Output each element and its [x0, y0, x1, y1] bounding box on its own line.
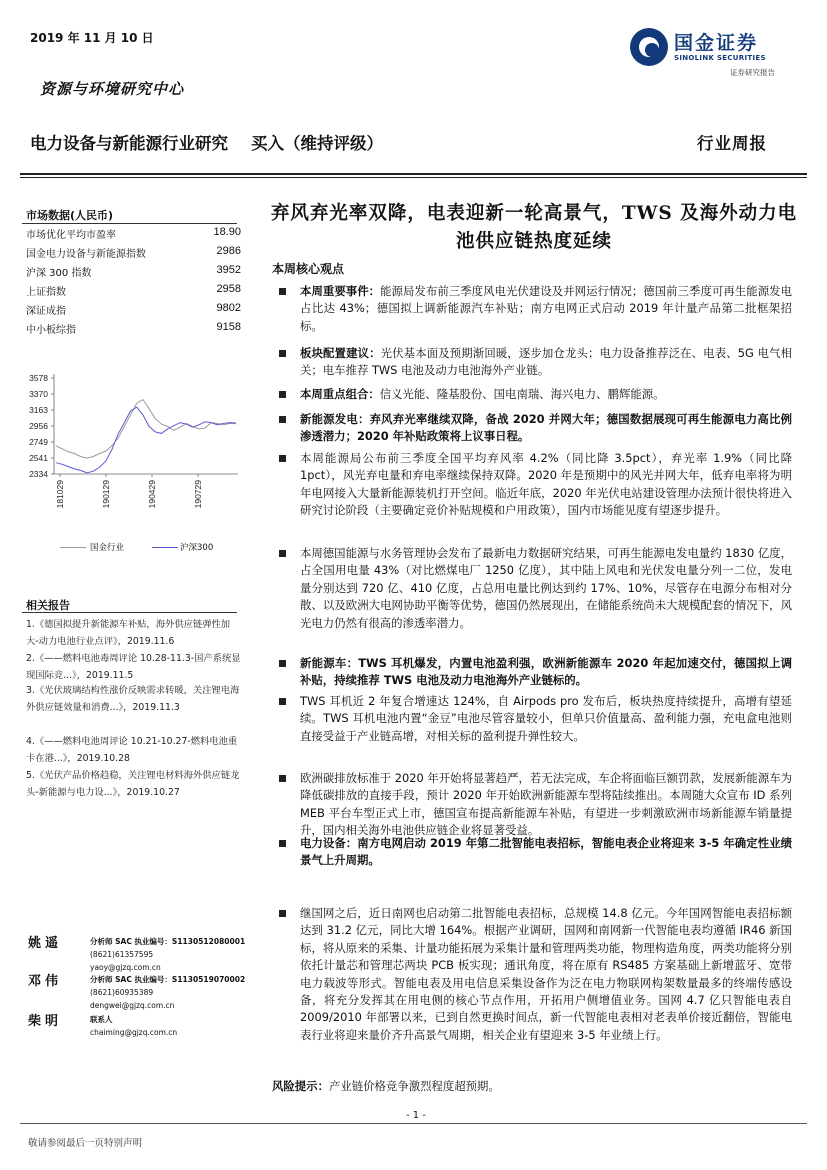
- analyst-role: 分析师 SAC 执业编号：S1130512080001: [90, 937, 246, 946]
- paragraph-text: 本周德国能源与水务管理协会发布了最新电力数据研究结果，可再生能源电发电量约 1830 亿度，占全国用电量 43%（对比燃煤电厂 1250 亿度），其中陆上风电和光伏发电量分列一二位，发电量分别达到 720 亿、410 亿度，占总用电量比例达到约 17%、10%，尽管存在电源分布相对分散、以及欧洲大电网协助平衡等优势，德国仍然展现出，在储能系统尚未大规模配套的情况下，风光电力仍然有很高的渗透率潜力。: [300, 546, 792, 630]
- bullet-icon: [279, 660, 286, 667]
- legend-swatch-industry: [60, 547, 86, 548]
- related-report-item[interactable]: 3.《光伏玻璃结构性涨价反映需求转暖，关注锂电海外供应链效量和消费...》，2019.11.3: [26, 685, 240, 713]
- paragraph-text: 南方电网启动 2019 年第二批智能电表招标，智能电表企业将迎来 3-5 年确定性业绩景气上升周期。: [300, 836, 792, 868]
- paragraph-text: 继国网之后，近日南网也启动第二批智能电表招标，总规模 14.8 亿元。今年国网智能电表招标额达到 31.2 亿元，同比大增 164%。根据产业调研，国网和南网新一代智能电表均遵循 IR46 新国标，将从原来的采集、计量功能拓展为采集计量和管理两类功能，物理构造角度，两类功能将分别依托计量芯和管理芯两块 PCB 板实现；通讯角度，将在原有 RS485 方案基础上新增蓝牙、宽带电力载波等形式。智能电表及用电信息采集设备作为泛在电力物联网构架数量最多的终端传感设备，将充分发挥其在用电侧的核心节点作用，开拓用户侧增值业务。国网 4.7 亿只智能电表自 2009/2010 年部署以来，已到自然更换时间点，新一代智能电表相对老表单价接近翻倍，智能电表行业将迎来量价齐升高景气周期，相关企业有望迎来 3-5 年业绩上行。: [300, 906, 792, 1042]
- market-row-label: 中小板综指: [26, 325, 76, 336]
- related-report-item[interactable]: 5.《光伏产品价格趋稳，关注锂电材料海外供应链龙头-新能源与电力设...》，2019.10.27: [26, 770, 240, 798]
- paragraph-lead: 新能源发电：: [300, 412, 370, 426]
- y-tick-label: 3370: [29, 389, 48, 399]
- core-paragraph: [300, 386, 792, 403]
- analyst-name: 姚遥: [28, 936, 63, 951]
- y-tick-label: 2749: [29, 437, 48, 447]
- market-row: [26, 264, 241, 281]
- report-title: 电力设备与新能源行业研究 买入（维持评级）: [30, 134, 383, 153]
- paragraph-text: 弃风弃光率继续双降，备战 2020 并网大年；德国数据展现可再生能源电力高比例渗透潜力；2020 年补贴政策将上议事日程。: [300, 412, 792, 444]
- bullet-icon: [279, 550, 286, 557]
- analyst-name: 柴明: [28, 1014, 63, 1029]
- header-divider: [20, 173, 807, 175]
- bullet-icon: [279, 910, 286, 917]
- bullet-icon: [279, 775, 286, 782]
- bullet-icon: [279, 698, 286, 705]
- paragraph-text: 欧洲碳排放标准于 2020 年开始将显著趋严，若无法完成，车企将面临巨额罚款，发展新能源车为降低碳排放的直接手段，预计 2020 年开始欧洲新能源车型将陆续推出。本周随大众宣布 ID 系列 MEB 平台车型正式上市，德国宣布提高新能源车补贴，有望进一步刺激欧洲市场新能源车销量提升，国内相关海外电池供应链企业将显著受益。: [300, 771, 792, 838]
- analyst-contact: [90, 1013, 177, 1039]
- x-tick-label: 190129: [101, 480, 111, 509]
- x-tick-label: 190729: [193, 480, 203, 509]
- y-tick-label: 3578: [29, 373, 48, 383]
- y-tick-label: 2334: [29, 469, 48, 479]
- legend-label-industry: 国金行业: [90, 543, 125, 553]
- core-view-title: 本周核心观点: [272, 262, 345, 276]
- series-line-0: [56, 400, 236, 459]
- core-paragraph: [300, 345, 792, 380]
- market-row-value: 9802: [216, 302, 241, 314]
- core-paragraph: [300, 770, 792, 840]
- market-row-label: 国金电力设备与新能源指数: [26, 249, 146, 260]
- y-tick-label: 2956: [29, 421, 48, 431]
- paragraph-text: 能源局发布前三季度风电光伏建设及并网运行情况；德国前三季度可再生能源发电占比达 43%；德国拟上调新能源汽车补贴；南方电网正式启动 2019 年计量产品第二批框架招标。: [300, 284, 792, 333]
- x-tick-label: 190429: [147, 480, 157, 509]
- analyst-email[interactable]: chaiming@gjzq.com.cn: [90, 1028, 178, 1037]
- market-row-value: 2958: [216, 283, 241, 295]
- analyst-role: 分析师 SAC 执业编号：S1130519070002: [90, 975, 246, 984]
- core-paragraph: [300, 905, 792, 1044]
- market-row: [26, 245, 241, 262]
- paragraph-text: TWS 耳机近 2 年复合增速达 124%，自 Airpods pro 发布后，板块热度持续提升，高增有望延续。TWS 耳机电池内置“金豆”电池尽管容量较小，但单只价值量高、盈利能力强，充电盒电池则直接受益于产业链高增，对相关标的盈利提升弹性较大。: [300, 694, 792, 743]
- paragraph-lead: 新能源车：: [300, 656, 359, 670]
- analyst-phone: (8621)60935389: [90, 988, 154, 997]
- bullet-icon: [279, 416, 286, 423]
- paragraph-lead: 板块配置建议：: [300, 346, 381, 360]
- logo-en-text: SINOLINK SECURITIES: [674, 54, 766, 62]
- bullet-icon: [279, 391, 286, 398]
- market-row-label: 沪深 300 指数: [26, 268, 92, 279]
- paragraph-lead: 电力设备：: [300, 836, 358, 850]
- paragraph-text: 本周能源局公布前三季度全国平均弃风率 4.2%（同比降 3.5pct），弃光率 1.9%（同比降 1pct），风光弃电量和弃电率继续保持双降。2020 年是预期中的风光并网大年，低弃电率将为明年电网接入大量新能源装机打开空间。临近年底，2020 年光伏电站建设管理办法预计很快将进入研究讨论阶段（主要确定竞价补贴规模和户用政策），国内市场能见度有望逐步提升。: [300, 451, 792, 518]
- header-divider-thin: [20, 177, 807, 178]
- bullet-icon: [279, 288, 286, 295]
- bullet-icon: [279, 840, 286, 847]
- bullet-icon: [279, 350, 286, 357]
- market-row-value: 9158: [216, 321, 241, 333]
- related-report-item[interactable]: 4.《——燃料电池周评论 10.21-10.27-燃料电池重卡在港...》，2019.10.28: [26, 736, 238, 764]
- x-tick-label: 181029: [55, 480, 65, 509]
- footer-note: 敬请参阅最后一页特别声明: [28, 1138, 143, 1149]
- market-row-label: 深证成指: [26, 306, 66, 317]
- paragraph-text: 信义光能、隆基股份、国电南瑞、海兴电力、鹏辉能源。: [379, 387, 665, 401]
- paragraph-lead: 本周重点组合：: [300, 387, 380, 401]
- related-reports-divider: [22, 612, 237, 613]
- logo-subtitle: 证券研究报告: [730, 68, 775, 77]
- company-logo: [630, 22, 800, 80]
- report-date: 2019 年 11 月 10 日: [30, 31, 154, 45]
- related-reports-title: 相关报告: [26, 599, 70, 612]
- analyst-phone: (8621)61357595: [90, 950, 154, 959]
- analyst-email[interactable]: dengwei@gjzq.com.cn: [90, 1001, 175, 1010]
- market-row: [26, 321, 241, 338]
- core-paragraph: [300, 693, 792, 745]
- index-line-chart: [20, 368, 242, 548]
- market-row-value: 18.90: [213, 226, 241, 238]
- chart-legend: [60, 540, 245, 556]
- legend-label-hs300: 沪深300: [180, 543, 214, 553]
- core-paragraph: [300, 411, 792, 446]
- market-row-value: 2986: [216, 245, 241, 257]
- logo-mark-icon: [630, 28, 668, 66]
- page-number: - 1 -: [403, 1110, 429, 1121]
- market-row: [26, 302, 241, 319]
- y-tick-label: 2541: [29, 453, 48, 463]
- market-row-label: 上证指数: [26, 287, 66, 298]
- core-paragraph: [300, 835, 792, 870]
- market-data-divider: [22, 223, 237, 224]
- analyst-email[interactable]: yaoy@gjzq.com.cn: [90, 963, 161, 972]
- market-row-value: 3952: [216, 264, 241, 276]
- related-report-item[interactable]: 2.《——燃料电池毒周评论 10.28-11.3-国产系统显现国际竞...》，2019.11.5: [26, 653, 241, 681]
- paragraph-text: TWS 耳机爆发，内置电池盈利强，欧洲新能源车 2020 年起加速交付，德国拟上调补贴，持续推荐 TWS 电池及动力电池海外产业链标的。: [300, 656, 792, 688]
- analyst-contact: [90, 973, 245, 1012]
- report-type: 行业周报: [697, 134, 767, 153]
- series-line-1: [56, 407, 236, 473]
- related-report-item[interactable]: 1.《德国拟提升新能源车补贴，海外供应链弹性加大-动力电池行业点评》，2019.11.6: [26, 619, 231, 647]
- department-name: 资源与环境研究中心: [40, 80, 185, 98]
- market-row-label: 市场优化平均市盈率: [26, 230, 116, 241]
- analyst-role: 联系人: [90, 1015, 113, 1024]
- core-paragraph: [300, 450, 792, 520]
- risk-warning: [272, 1078, 500, 1094]
- risk-text: 产业链价格竞争激烈程度超预期。: [328, 1079, 500, 1093]
- core-paragraph: [300, 655, 792, 690]
- core-paragraph: [300, 283, 792, 335]
- market-row: [26, 283, 241, 300]
- headline: 弃风弃光率双降，电表迎新一轮高景气，TWS 及海外动力电池供应链热度延续: [270, 203, 798, 252]
- logo-cn-text: 国金证券: [674, 32, 759, 54]
- bullet-icon: [279, 455, 286, 462]
- paragraph-text: 光伏基本面及预期渐回暖，逐步加仓龙头；电力设备推荐泛在、电表、5G 电气相关；电车推荐 TWS 电池及动力电池海外产业链。: [300, 346, 792, 378]
- y-tick-label: 3163: [29, 405, 48, 415]
- analyst-contact: [90, 935, 245, 974]
- market-row: [26, 226, 241, 243]
- legend-swatch-hs300: [152, 547, 178, 548]
- risk-label: 风险提示：: [272, 1079, 329, 1093]
- analyst-name: 邓伟: [28, 974, 63, 989]
- paragraph-lead: 本周重要事件：: [300, 284, 381, 298]
- market-data-title: 市场数据(人民币): [26, 209, 114, 222]
- footer-divider: [20, 1123, 807, 1124]
- core-paragraph: [300, 545, 792, 632]
